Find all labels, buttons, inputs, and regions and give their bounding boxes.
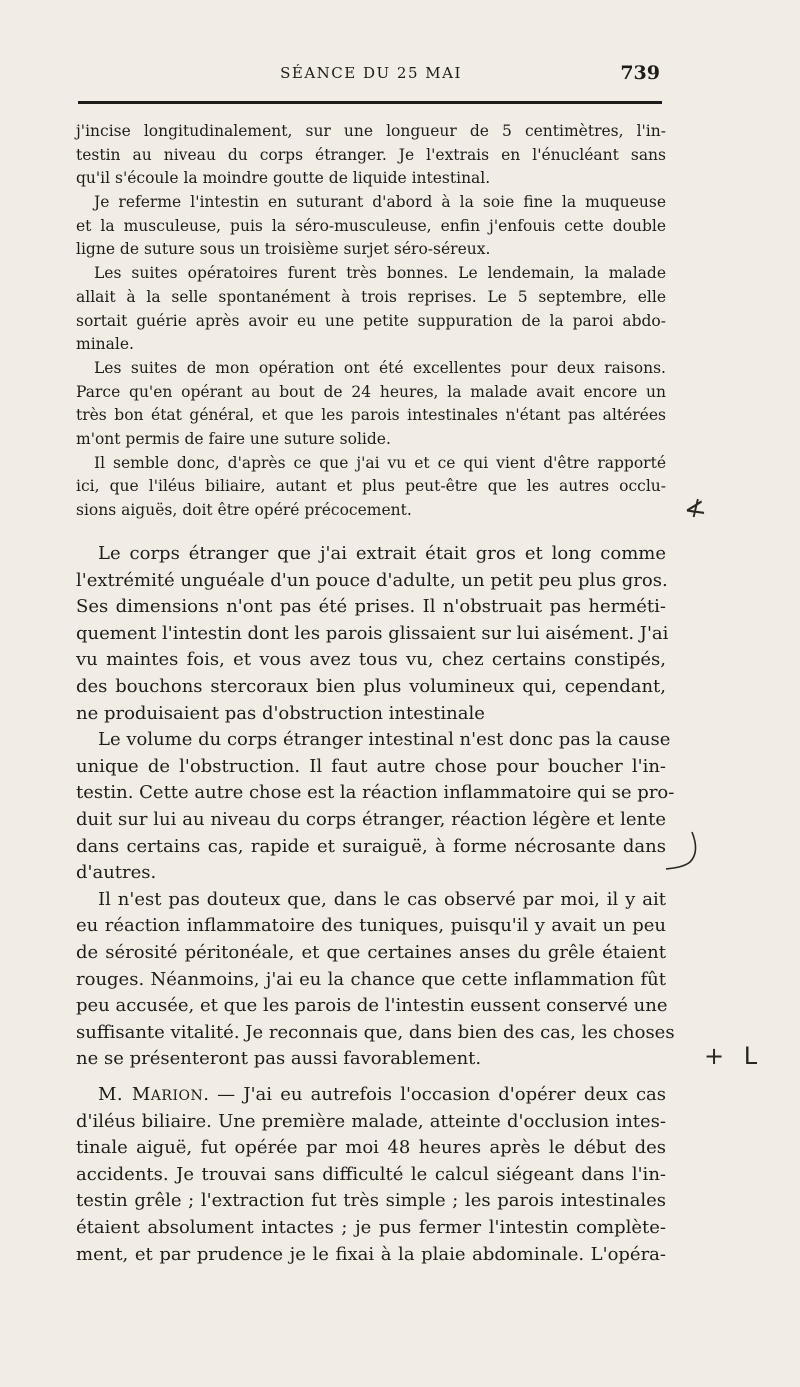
text-line: tinale aiguë, fut opérée par moi 48 heures après le début des [76,1137,666,1159]
header-rule [78,101,662,104]
speaker-smallcaps: ARION [150,1088,204,1104]
text-line: Le corps étranger que j'ai extrait était gros et long comme [98,543,666,564]
margin-annotation: ≮ [681,492,709,526]
text-line: Parce qu'en opérant au bout de 24 heures, la malade avait encore un [76,382,666,401]
text-line: peu accusée, et que les parois de l'intestin eussent conservé une [76,995,668,1017]
page-number: 739 [620,62,660,84]
text-line: ne produisaient pas d'obstruction intestinale [76,702,485,724]
speaker-text: . — J'ai eu autrefois l'occasion d'opérer deux cas [203,1084,666,1105]
text-line: allait à la selle spontanément à trois reprises. Le 5 septembre, elle [76,287,666,306]
text-line: des bouchons stercoraux bien plus volumineux qui, cependant, [76,675,666,697]
text-line: ment, et par prudence je le fixai à la plaie abdominale. L'opéra- [76,1243,666,1265]
text-line: sortait guérie après avoir eu une petite suppuration de la paroi abdo- [76,311,666,330]
text-line: testin au niveau du corps étranger. Je l'extrais en l'énucléant sans [76,145,666,164]
text-line: Les suites opératoires furent très bonnes. Le lendemain, la malade [94,264,666,283]
text-line: testin grêle ; l'extraction fut très simple ; les parois intestinales [76,1190,666,1212]
text-line: j'incise longitudinalement, sur une longueur de 5 centimètres, l'in- [76,122,666,140]
text-line: étaient absolument intactes ; je pus fermer l'intestin complète- [76,1216,666,1238]
text-line: l'extrémité unguéale d'un pouce d'adulte, un petit peu plus gros. [76,569,668,591]
text-line: et la musculeuse, puis la séro-musculeuse, enfin j'enfouis cette double [76,216,666,235]
margin-bracket-mark [664,828,704,878]
text-line: rouges. Néanmoins, j'ai eu la chance que cette inflammation fût [76,968,666,990]
running-head: SÉANCE DU 25 MAI [280,64,462,82]
text-line: ici, que l'iléus biliaire, autant et plus peut-être que les autres occlu- [76,477,666,496]
text-line: Je referme l'intestin en suturant d'abord à la soie fine la muqueuse [94,193,666,212]
marion-paragraph [76,1082,666,1268]
text-line: unique de l'obstruction. Il faut autre chose pour boucher l'in- [76,755,666,777]
text-line: d'autres. [76,862,157,884]
text-line: Le volume du corps étranger intestinal n'est donc pas la cause [98,729,671,751]
large-type-block [76,541,675,1073]
small-type-block [76,120,666,523]
text-line: testin. Cette autre chose est la réaction inflammatoire qui se pro- [76,782,675,804]
text-line: Il n'est pas douteux que, dans le cas observé par moi, il y ait [98,888,666,910]
text-line: ne se présenteront pas aussi favorablement. [76,1048,482,1070]
text-line: eu réaction inflammatoire des tuniques, puisqu'il y avait un peu [76,915,666,937]
speaker-initial: M. M [98,1084,151,1105]
text-line: suffisante vitalité. Je reconnais que, dans bien des cas, les choses [76,1021,675,1043]
text-line: vu maintes fois, et vous avez tous vu, chez certains constipés, [76,649,666,671]
margin-annotation: + L [704,1042,764,1070]
text-line: Il semble donc, d'après ce que j'ai vu et ce qui vient d'être rapporté [94,453,666,472]
text-line: ligne de suture sous un troisième surjet séro-séreux. [76,240,491,259]
text-line: accidents. Je trouvai sans difficulté le calcul siégeant dans l'in- [76,1163,666,1185]
text-line: m'ont permis de faire une suture solide. [76,429,391,448]
text-line: qu'il s'écoule la moindre goutte de liquide intestinal. [76,169,491,188]
text-line: très bon état général, et que les parois intestinales n'étant pas altérées [76,406,666,425]
text-line: minale. [76,335,134,354]
text-line: de sérosité péritonéale, et que certaines anses du grêle étaient [76,941,666,963]
text-line: quement l'intestin dont les parois glissaient sur lui aisément. J'ai [76,622,669,644]
speaker-name [98,1084,203,1105]
text-line: duit sur lui au niveau du corps étranger, réaction légère et lente [76,808,666,830]
text-line: d'iléus biliaire. Une première malade, atteinte d'occlusion intes- [76,1110,666,1132]
text-line: dans certains cas, rapide et suraiguë, à forme nécrosante dans [76,835,666,857]
text-line: Les suites de mon opération ont été excellentes pour deux raisons. [94,358,666,377]
page-header [76,62,666,86]
text-line: sions aiguës, doit être opéré précocement. [76,501,412,519]
text-line: Ses dimensions n'ont pas été prises. Il n'obstruait pas herméti- [76,596,666,618]
text-line [76,1082,666,1109]
